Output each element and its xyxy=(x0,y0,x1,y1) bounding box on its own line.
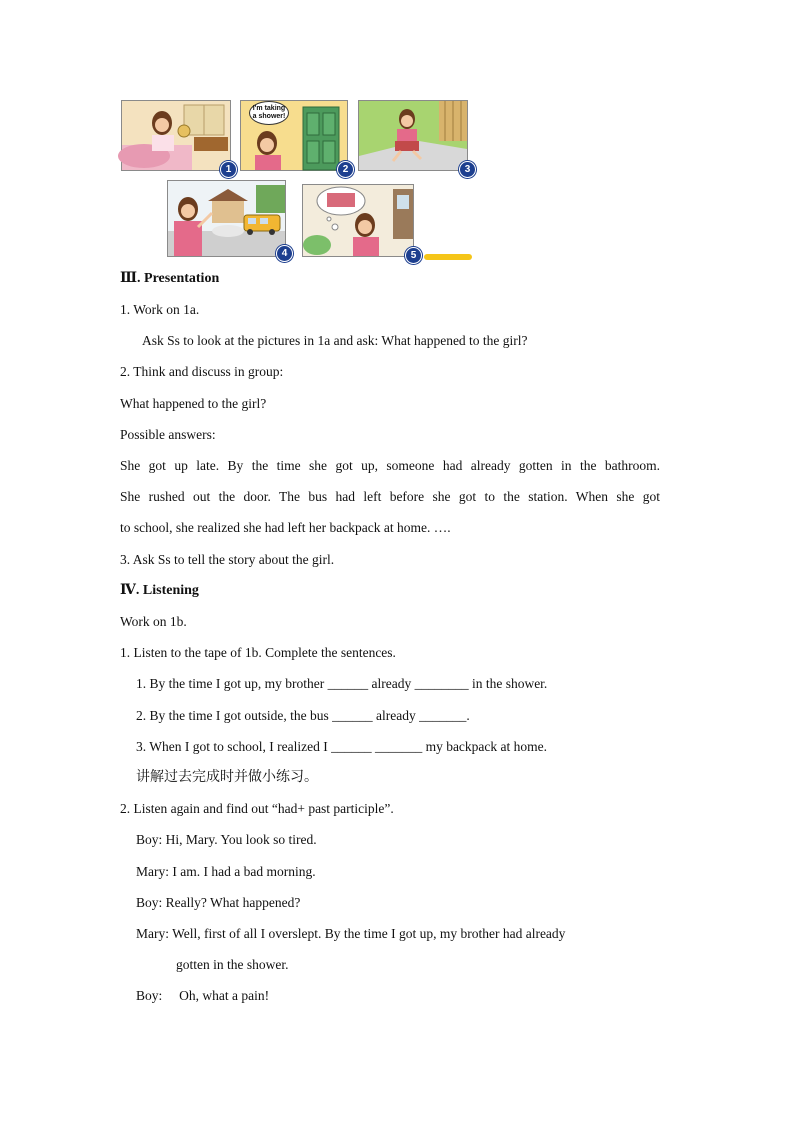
presentation-step-3: 3. Ask Ss to tell the story about the girl. xyxy=(120,552,335,567)
discussion-question: What happened to the girl? xyxy=(120,396,267,411)
dialogue-line-6: Boy: Oh, what a pain! xyxy=(136,988,270,1003)
dialogue-line-2: Mary: I am. I had a bad morning. xyxy=(136,864,316,879)
speech-bubble: I'm taking a shower! xyxy=(249,101,289,125)
answer-line-2: She rushed out the door. The bus had left before she got to the station. When she got xyxy=(120,489,660,504)
chinese-note: 讲解过去完成时并做小练习。 xyxy=(136,769,318,785)
listening-task-2: 2. Listen again and find out “had+ past participle”. xyxy=(120,801,394,816)
section-heading-presentation: Ⅲ. Presentation xyxy=(120,271,220,286)
section-heading-listening: Ⅳ. Listening xyxy=(120,583,199,598)
picture-3-illustration xyxy=(359,101,467,170)
yellow-marker xyxy=(424,254,472,260)
picture-1-waking-up xyxy=(121,100,232,175)
possible-answers-label: Possible answers: xyxy=(120,427,216,442)
dialogue-line-3: Boy: Really? What happened? xyxy=(136,895,301,910)
picture-number-4: 4 xyxy=(276,245,293,262)
presentation-step-2: 2. Think and discuss in group: xyxy=(120,364,284,379)
picture-number-5: 5 xyxy=(405,247,422,264)
picture-4-bus-leaving xyxy=(167,180,286,257)
picture-1-illustration xyxy=(122,101,230,170)
picture-2-bathroom-door xyxy=(240,100,349,175)
listening-work: Work on 1b. xyxy=(120,614,187,629)
answer-line-3: to school, she realized she had left her backpack at home. …. xyxy=(120,520,451,535)
picture-number-1: 1 xyxy=(220,161,237,178)
dialogue-line-5: gotten in the shower. xyxy=(176,957,289,972)
dialogue-line-4: Mary: Well, first of all I overslept. By the time I got up, my brother had already xyxy=(136,926,566,941)
picture-5-illustration xyxy=(303,185,413,256)
fill-sentence-1: 1. By the time I got up, my brother ______ already ________ in the shower. xyxy=(136,676,548,691)
picture-5-forgot-backpack xyxy=(302,184,417,261)
presentation-step-1-detail: Ask Ss to look at the pictures in 1a and ask: What happened to the girl? xyxy=(142,333,528,348)
presentation-step-1: 1. Work on 1a. xyxy=(120,302,200,317)
picture-3-running-out xyxy=(358,100,471,175)
picture-number-3: 3 xyxy=(459,161,476,178)
listening-task-1: 1. Listen to the tape of 1b. Complete the sentences. xyxy=(120,645,396,660)
answer-line-1: She got up late. By the time she got up, someone had already gotten in the bathroom. xyxy=(120,458,660,473)
picture-number-2: 2 xyxy=(337,161,354,178)
fill-sentence-3: 3. When I got to school, I realized I ______ _______ my backpack at home. xyxy=(136,739,548,754)
fill-sentence-2: 2. By the time I got outside, the bus ______ already _______. xyxy=(136,708,470,723)
dialogue-line-1: Boy: Hi, Mary. You look so tired. xyxy=(136,832,317,847)
picture-4-illustration xyxy=(168,181,285,256)
